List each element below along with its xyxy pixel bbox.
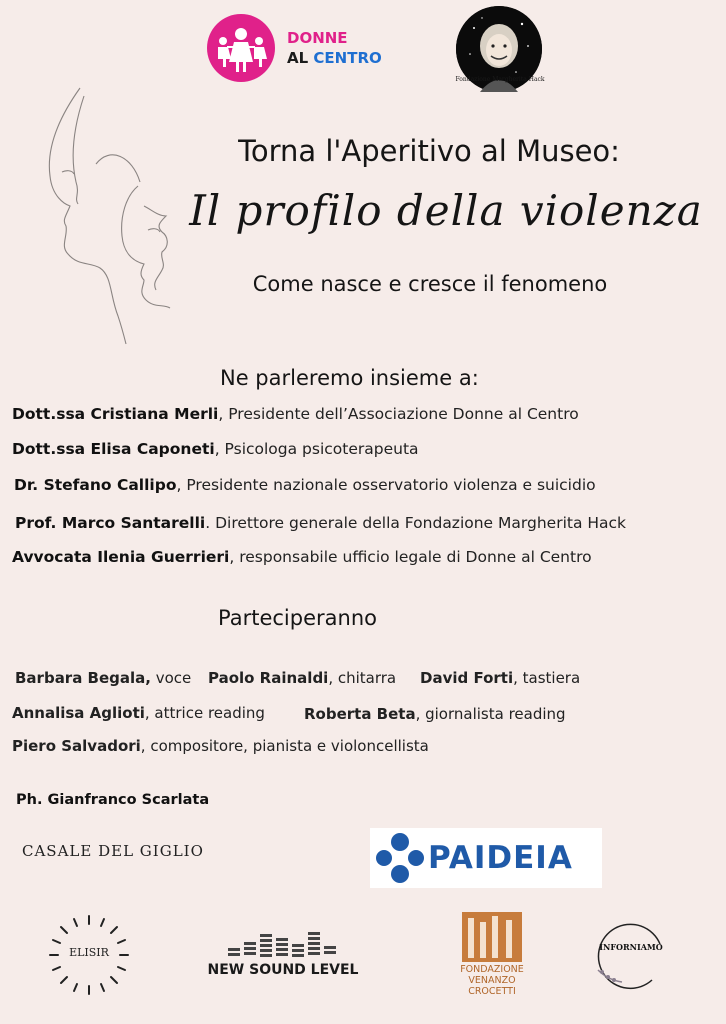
fmh-caption: Fondazione Margherita Hack — [455, 76, 545, 83]
speaker-item — [15, 514, 626, 532]
speakers-heading: Ne parleremo insieme a: — [220, 366, 479, 390]
performer-role: , giornalista reading — [415, 705, 566, 723]
performer-name: Piero Salvadori — [12, 737, 141, 755]
inforniamo-wordmark: INFORNIAMO — [599, 942, 663, 952]
event-subtitle: Come nasce e cresce il fenomeno — [252, 272, 608, 296]
performer-item — [208, 669, 396, 687]
elisir-wordmark: ELISIR — [69, 946, 109, 959]
speaker-role: . Direttore generale della Fondazione Margherita Hack — [205, 514, 627, 532]
fondazione-venanzo-crocetti-logo — [460, 912, 524, 1008]
speaker-name: Prof. Marco Santarelli — [15, 514, 206, 532]
performer-role: voce — [150, 669, 192, 687]
performer-name: David Forti — [420, 669, 514, 687]
sculptures-icon — [462, 912, 522, 962]
speaker-role: , Psicologa psicoterapeuta — [214, 440, 419, 458]
performer-item — [304, 705, 566, 723]
event-title-line2: Il profilo della violenza — [189, 186, 703, 235]
donne-wordmark-line1: DONNE — [287, 29, 348, 47]
performer-name: Barbara Begala, — [15, 669, 151, 687]
donne-al-centro-emblem-icon — [207, 14, 275, 82]
new-sound-level-logo — [204, 928, 362, 988]
inforniamo-wreath-icon — [590, 914, 672, 996]
speaker-role: , responsabile ufficio legale di Donne al Centro — [229, 548, 592, 566]
speaker-role: , Presidente nazionale osservatorio violenza e suicidio — [176, 476, 596, 494]
performer-role: , tastiera — [513, 669, 581, 687]
photo-credit: Ph. Gianfranco Scarlata — [16, 792, 210, 808]
performer-name: Paolo Rainaldi — [208, 669, 329, 687]
equalizer-bars-icon — [224, 928, 342, 960]
inforniamo-logo — [590, 914, 672, 996]
donne-wordmark-centro: CENTRO — [313, 49, 382, 67]
speaker-item — [14, 476, 596, 494]
fvc-line3: CROCETTI — [468, 986, 516, 997]
speaker-name: Avvocata Ilenia Guerrieri — [12, 548, 230, 566]
performer-name: Roberta Beta — [304, 705, 416, 723]
paideia-wordmark: PAIDEIA — [428, 840, 573, 876]
participants-heading: Parteciperanno — [218, 606, 377, 630]
performer-role: , attrice reading — [144, 704, 265, 722]
speaker-role: , Presidente dell’Associazione Donne al Centro — [218, 405, 579, 423]
speaker-name: Dott.ssa Elisa Caponeti — [12, 440, 215, 458]
new-sound-level-wordmark: NEW SOUND LEVEL — [207, 962, 359, 978]
casale-del-giglio-logo: CASALE DEL GIGLIO — [22, 842, 204, 860]
speaker-item — [12, 548, 592, 566]
fvc-line1: FONDAZIONE — [460, 964, 524, 975]
performer-role: , chitarra — [328, 669, 397, 687]
donne-wordmark-al: AL — [287, 49, 309, 67]
paideia-emblem-icon — [376, 832, 424, 884]
paideia-logo — [370, 828, 602, 888]
performer-item — [15, 669, 191, 687]
donne-al-centro-logo — [207, 14, 387, 84]
event-title-line1: Torna l'Aperitivo al Museo: — [238, 134, 620, 168]
donne-al-centro-wordmark — [287, 28, 382, 68]
performer-role: , compositore, pianista e violoncellista — [140, 737, 429, 755]
fvc-line2: VENANZO — [468, 975, 516, 986]
speaker-item — [12, 440, 419, 458]
speaker-item — [12, 405, 579, 423]
performer-item — [12, 704, 265, 722]
elisir-logo — [48, 914, 130, 996]
performer-item — [12, 737, 429, 755]
performer-item — [420, 669, 580, 687]
performer-name: Annalisa Aglioti — [12, 704, 145, 722]
donne-wordmark-line2 — [287, 48, 382, 68]
speaker-name: Dott.ssa Cristiana Merli — [12, 405, 219, 423]
faces-profile-illustration — [40, 86, 180, 346]
two-faces-line-art-icon — [40, 86, 180, 346]
fvc-wordmark — [454, 964, 530, 997]
speaker-name: Dr. Stefano Callipo — [14, 476, 177, 494]
